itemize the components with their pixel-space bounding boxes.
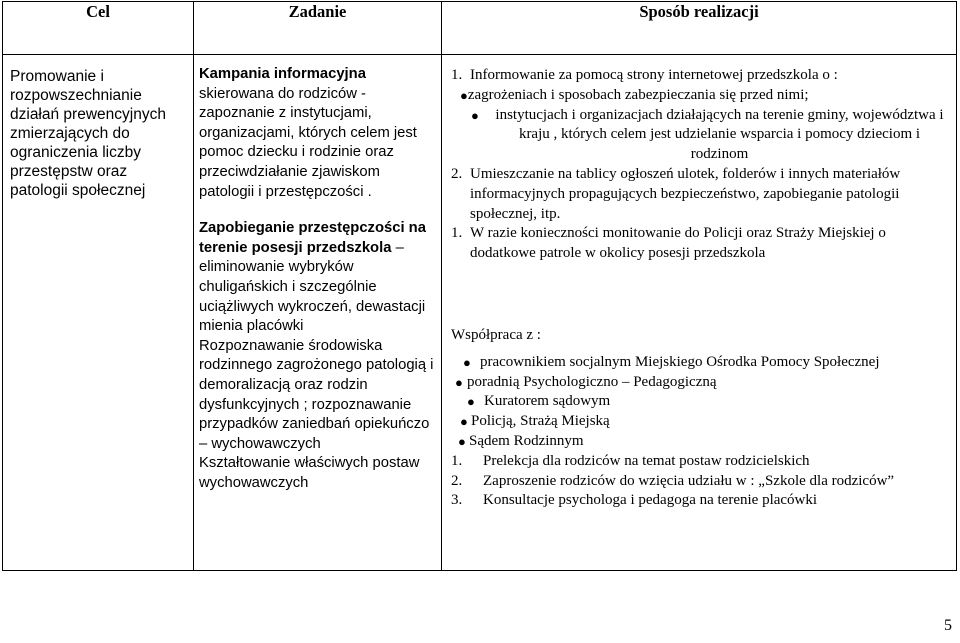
sposob-cell [442,55,957,571]
bullet-icon: ● [467,394,475,410]
zadanie-block-2 [199,219,435,337]
zadanie-block-3: Rozpoznawanie środowiska rodzinnego zagrożonego patologią i demoralizacją oraz rodzin dysfunkcyjnych ; rozpoznawanie przypadków zaniedbań opiekuńczo – wychowawczych [199,337,434,452]
zapobieganie-title: Zapobieganie przestępczości na terenie posesji przedszkola [199,220,426,256]
wspolpraca-list [451,353,948,452]
bullet-icon: ● [460,414,468,430]
sposob-bullet-2: ● instytucjach i organizacjach działających na terenie gminy, województwa i kraju , których celem jest udzielanie wsparcia i pomocy dzieciom i rodzinom [451,106,948,165]
wspolpraca-item: ● Policją, Strażą Miejską [455,412,948,432]
header-zadanie: Zadanie [194,2,442,55]
bullet-icon: ● [455,374,463,390]
wspolpraca-item: ● Kuratorem sądowym [455,392,948,412]
wspolpraca-item: ● pracownikiem socjalnym Miejskiego Ośrodka Pomocy Społecznej [455,353,948,373]
sposob-item-2: 2. Umieszczanie na tablicy ogłoszeń ulotek, folderów i innych materiałów informacyjnych propagujących bezpieczeństwo, zapobieganie patologii społecznej, itp. [451,165,901,222]
bullet-icon: ● [471,107,479,123]
sposob-item-3: 1. W razie konieczności monitowanie do Policji oraz Straży Miejskiej o dodatkowe patrole w okolicy posesji przedszkola [451,225,886,262]
sposob-bullet-1: ● zagrożeniach i sposobach zabezpieczania się przed nimi; [451,86,948,106]
bullet-icon: ● [458,433,466,449]
rodzice-item: 3. Konsultacje psychologa i pedagoga na terenie placówki [451,492,818,509]
cel-text: Promowanie i rozpowszechnianie działań prewencyjnych zmierzających do ograniczenia liczby przestępstw oraz patologii społecznej [10,68,166,199]
header-cel: Cel [3,2,194,55]
sposob-item-1: 1. Informowanie za pomocą strony internetowej przedszkola o : [451,67,838,83]
zadanie-block-4: Kształtowanie właściwych postaw wychowawczych [199,455,420,491]
bullet-icon: ● [460,87,468,103]
plan-table [2,1,957,571]
zadanie-block-1 [199,65,435,202]
rodzice-item: 1. Prelekcja dla rodziców na temat postaw rodzicielskich [451,452,810,469]
wspolpraca-title: Współpraca z : [451,326,541,343]
rodzice-item: 2. Zaproszenie rodziców do wzięcia udziału w : „Szkole dla rodziców” [451,472,895,489]
wspolpraca-item: ● Sądem Rodzinnym [455,432,948,452]
header-sposob: Sposób realizacji [442,2,957,55]
content-row [3,55,957,571]
kampania-text: skierowana do rodziców - zapoznanie z instytucjami, organizacjami, których celem jest pomoc dziecku i rodzinie oraz przeciwdziałanie zjawiskom patologii i przestępczości . [199,85,417,200]
zadanie-cell [194,55,442,571]
kampania-title: Kampania informacyjna [199,66,366,82]
rodzice-list [451,452,948,511]
wspolpraca-item: ● poradnią Psychologiczno – Pedagogiczną [455,373,948,393]
page-number: 5 [944,617,952,634]
zapobieganie-text: – eliminowanie wybryków chuligańskich i szczególnie uciążliwych wykroczeń, dewastacji mienia placówki [199,239,426,335]
cel-cell [3,55,194,571]
bullet-icon: ● [463,354,471,370]
header-row [3,2,957,55]
